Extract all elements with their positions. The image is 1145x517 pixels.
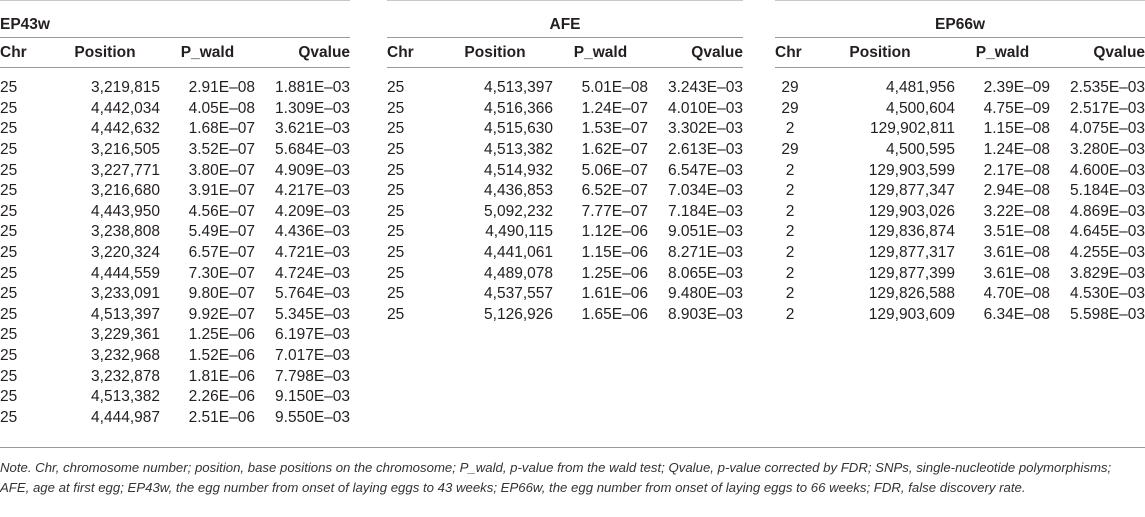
- cell-p-wald: 4.56E–07: [188, 202, 255, 220]
- table-row: [775, 99, 1145, 120]
- cell-chr: 25: [387, 182, 405, 200]
- cell-position: 3,233,091: [91, 285, 160, 303]
- table-title: AFE: [387, 1, 743, 38]
- cell-qvalue: 4.010E–03: [668, 99, 743, 117]
- cell-position: 3,232,968: [91, 347, 160, 365]
- cell-position: 3,216,505: [91, 141, 160, 159]
- table-footnote: Note. Chr, chromosome number; position, base positions on the chromosome; P_wald, p-value from the wald test; Qvalue, p-value corrected by FDR; SNPs, single-nucleotide polymorphisms; AFE, age at first egg; EP43w, the egg number from onset of laying eggs to 43 weeks; EP66w, the egg number from onset of laying eggs to 66 weeks; FDR, false discovery rate.: [0, 460, 1112, 495]
- spacer-cell: [775, 68, 1145, 79]
- table-row: [775, 181, 1145, 202]
- column-header-position: Position: [437, 38, 553, 68]
- cell-qvalue: 4.724E–03: [275, 264, 351, 282]
- column-header-qvalue: Qvalue: [1050, 38, 1145, 68]
- cell-qvalue: 4.721E–03: [275, 244, 351, 262]
- table-row: [0, 99, 350, 120]
- table-row: [387, 305, 743, 326]
- table-title: EP43w: [0, 1, 350, 38]
- cell-p-wald: 3.61E–08: [983, 264, 1050, 282]
- cell-qvalue: 3.621E–03: [275, 120, 351, 138]
- column-header-chr: Chr: [0, 38, 50, 68]
- cell-chr: 2: [785, 202, 795, 220]
- cell-p-wald: 5.49E–07: [188, 223, 255, 241]
- cell-chr: 25: [0, 305, 18, 323]
- cell-p-wald: 7.30E–07: [188, 264, 255, 282]
- cell-position: 3,219,815: [91, 79, 160, 97]
- column-header-position: Position: [805, 38, 955, 68]
- cell-qvalue: 4.209E–03: [275, 202, 351, 220]
- cell-p-wald: 4.05E–08: [188, 99, 255, 117]
- table-row: [0, 366, 350, 387]
- cell-qvalue: 8.271E–03: [668, 244, 743, 262]
- cell-p-wald: 1.15E–06: [581, 244, 648, 262]
- column-header-p-wald: P_wald: [553, 38, 648, 68]
- table-title: EP66w: [775, 1, 1145, 38]
- cell-qvalue: 7.017E–03: [275, 347, 351, 365]
- column-header-chr: Chr: [387, 38, 437, 68]
- cell-qvalue: 7.798E–03: [275, 367, 351, 385]
- cell-p-wald: 1.65E–06: [581, 305, 648, 323]
- spacer-row: [0, 68, 350, 79]
- table-row: [387, 181, 743, 202]
- cell-chr: 25: [0, 388, 18, 406]
- cell-qvalue: 8.903E–03: [668, 305, 743, 323]
- cell-chr: 25: [387, 141, 405, 159]
- cell-position: 129,877,317: [868, 244, 955, 262]
- cell-qvalue: 3.280E–03: [1070, 141, 1145, 159]
- cell-p-wald: 7.77E–07: [581, 202, 648, 220]
- table-ep43w: [0, 0, 350, 428]
- cell-p-wald: 2.94E–08: [983, 182, 1050, 200]
- cell-position: 129,903,609: [868, 305, 955, 323]
- cell-chr: 25: [0, 408, 18, 426]
- cell-position: 4,537,557: [484, 285, 553, 303]
- cell-position: 4,443,950: [91, 202, 160, 220]
- cell-p-wald: 1.62E–07: [581, 141, 648, 159]
- cell-position: 4,513,382: [91, 388, 160, 406]
- cell-p-wald: 3.52E–07: [188, 141, 255, 159]
- cell-position: 4,442,034: [91, 99, 160, 117]
- cell-position: 4,515,630: [484, 120, 553, 138]
- table-row: [775, 263, 1145, 284]
- cell-chr: 25: [0, 326, 18, 344]
- cell-position: 4,489,078: [484, 264, 553, 282]
- cell-qvalue: 2.535E–03: [1070, 79, 1145, 97]
- cell-chr: 25: [387, 223, 405, 241]
- cell-position: 4,436,853: [484, 182, 553, 200]
- cell-chr: 2: [785, 264, 795, 282]
- cell-p-wald: 2.39E–09: [983, 79, 1050, 97]
- table-row: [0, 408, 350, 429]
- cell-chr: 25: [387, 202, 405, 220]
- cell-p-wald: 6.34E–08: [983, 305, 1050, 323]
- table-row: [387, 99, 743, 120]
- table-row: [0, 305, 350, 326]
- spacer-row: [775, 68, 1145, 79]
- cell-qvalue: 7.184E–03: [668, 202, 743, 220]
- cell-chr: 2: [785, 244, 795, 262]
- cell-p-wald: 1.24E–08: [983, 141, 1050, 159]
- cell-chr: 25: [0, 202, 18, 220]
- cell-chr: 25: [387, 79, 405, 97]
- cell-position: 3,232,878: [91, 367, 160, 385]
- cell-position: 4,513,397: [484, 79, 553, 97]
- cell-p-wald: 3.22E–08: [983, 202, 1050, 220]
- cell-position: 4,441,061: [484, 244, 553, 262]
- column-header-qvalue: Qvalue: [648, 38, 743, 68]
- cell-qvalue: 9.550E–03: [275, 408, 351, 426]
- cell-qvalue: 5.345E–03: [275, 305, 351, 323]
- cell-qvalue: 5.184E–03: [1070, 182, 1145, 200]
- cell-p-wald: 1.52E–06: [188, 347, 255, 365]
- cell-chr: 2: [785, 161, 795, 179]
- cell-p-wald: 1.25E–06: [581, 264, 648, 282]
- cell-p-wald: 1.81E–06: [188, 367, 255, 385]
- table-row: [0, 346, 350, 367]
- cell-position: 3,238,808: [91, 223, 160, 241]
- table-row: [0, 387, 350, 408]
- cell-qvalue: 4.217E–03: [275, 182, 351, 200]
- spacer-row: [387, 68, 743, 79]
- cell-position: 4,514,932: [484, 161, 553, 179]
- table-row: [387, 140, 743, 161]
- cell-p-wald: 2.17E–08: [983, 161, 1050, 179]
- table-row: [775, 222, 1145, 243]
- cell-qvalue: 4.255E–03: [1070, 244, 1145, 262]
- cell-position: 4,500,595: [886, 141, 955, 159]
- cell-p-wald: 5.01E–08: [581, 79, 648, 97]
- cell-chr: 25: [0, 244, 18, 262]
- cell-qvalue: 4.909E–03: [275, 161, 351, 179]
- cell-chr: 2: [785, 182, 795, 200]
- table-row: [0, 325, 350, 346]
- table-row: [0, 119, 350, 140]
- cell-qvalue: 7.034E–03: [668, 182, 743, 200]
- cell-position: 129,877,347: [868, 182, 955, 200]
- cell-position: 4,490,115: [485, 223, 553, 241]
- cell-p-wald: 3.61E–08: [983, 244, 1050, 262]
- table-row: [387, 119, 743, 140]
- cell-chr: 25: [0, 223, 18, 241]
- column-header-p-wald: P_wald: [955, 38, 1050, 68]
- cell-chr: 25: [0, 120, 18, 138]
- cell-p-wald: 3.80E–07: [188, 161, 255, 179]
- cell-qvalue: 4.075E–03: [1070, 120, 1145, 138]
- table-row: [387, 202, 743, 223]
- table-row: [775, 119, 1145, 140]
- cell-position: 129,902,811: [869, 120, 955, 138]
- table-bottom-rule: [0, 447, 1145, 448]
- spacer-cell: [0, 68, 350, 79]
- cell-qvalue: 2.613E–03: [668, 141, 743, 159]
- table-row: [775, 160, 1145, 181]
- cell-p-wald: 1.12E–06: [581, 223, 648, 241]
- cell-position: 4,513,382: [484, 141, 553, 159]
- cell-position: 3,229,361: [91, 326, 160, 344]
- cell-p-wald: 1.25E–06: [188, 326, 255, 344]
- cell-p-wald: 2.26E–06: [188, 388, 255, 406]
- cell-position: 4,442,632: [91, 120, 160, 138]
- cell-qvalue: 9.480E–03: [668, 285, 743, 303]
- spacer-cell: [387, 68, 743, 79]
- cell-p-wald: 3.51E–08: [983, 223, 1050, 241]
- table-row: [0, 202, 350, 223]
- cell-position: 5,092,232: [484, 202, 553, 220]
- cell-qvalue: 6.547E–03: [668, 161, 743, 179]
- table-row: [775, 305, 1145, 326]
- cell-position: 4,513,397: [91, 305, 160, 323]
- cell-chr: 25: [0, 347, 18, 365]
- cell-qvalue: 8.065E–03: [668, 264, 743, 282]
- cell-chr: 25: [0, 182, 18, 200]
- cell-chr: 25: [387, 244, 405, 262]
- cell-position: 129,903,599: [868, 161, 955, 179]
- cell-chr: 25: [0, 264, 18, 282]
- cell-qvalue: 5.598E–03: [1070, 305, 1145, 323]
- table-row: [387, 222, 743, 243]
- column-header-p-wald: P_wald: [160, 38, 255, 68]
- table-row: [0, 181, 350, 202]
- table-row: [387, 160, 743, 181]
- table-row: [0, 263, 350, 284]
- table-row: [387, 263, 743, 284]
- cell-p-wald: 2.91E–08: [188, 79, 255, 97]
- table-row: [775, 78, 1145, 99]
- column-header-chr: Chr: [775, 38, 805, 68]
- cell-p-wald: 2.51E–06: [188, 408, 255, 426]
- cell-p-wald: 1.68E–07: [188, 120, 255, 138]
- cell-qvalue: 1.309E–03: [275, 99, 351, 117]
- cell-chr: 2: [785, 285, 795, 303]
- cell-chr: 25: [0, 79, 18, 97]
- cell-p-wald: 4.70E–08: [983, 285, 1050, 303]
- cell-qvalue: 4.530E–03: [1070, 285, 1145, 303]
- cell-p-wald: 1.53E–07: [581, 120, 648, 138]
- cell-position: 4,444,987: [91, 408, 160, 426]
- table-row: [0, 284, 350, 305]
- cell-chr: 25: [387, 264, 405, 282]
- column-header-qvalue: Qvalue: [255, 38, 350, 68]
- column-header-position: Position: [50, 38, 160, 68]
- cell-qvalue: 1.881E–03: [275, 79, 351, 97]
- cell-qvalue: 4.645E–03: [1070, 223, 1145, 241]
- cell-position: 129,903,026: [868, 202, 955, 220]
- cell-chr: 25: [387, 99, 405, 117]
- table-ep66w: [775, 0, 1145, 325]
- cell-p-wald: 1.61E–06: [581, 285, 648, 303]
- table-row: [387, 243, 743, 264]
- cell-qvalue: 3.829E–03: [1070, 264, 1145, 282]
- cell-p-wald: 4.75E–09: [983, 99, 1050, 117]
- cell-position: 3,227,771: [91, 161, 160, 179]
- table-row: [0, 222, 350, 243]
- cell-p-wald: 5.06E–07: [581, 161, 648, 179]
- cell-p-wald: 1.15E–08: [983, 120, 1050, 138]
- cell-position: 4,444,559: [91, 264, 160, 282]
- cell-chr: 29: [781, 79, 799, 97]
- cell-chr: 25: [387, 161, 405, 179]
- cell-p-wald: 9.92E–07: [188, 305, 255, 323]
- table-row: [0, 140, 350, 161]
- cell-qvalue: 9.150E–03: [275, 388, 351, 406]
- cell-position: 4,500,604: [886, 99, 955, 117]
- table-row: [775, 243, 1145, 264]
- cell-qvalue: 9.051E–03: [668, 223, 743, 241]
- cell-chr: 25: [0, 367, 18, 385]
- cell-qvalue: 4.436E–03: [275, 223, 351, 241]
- cell-p-wald: 6.57E–07: [188, 244, 255, 262]
- cell-position: 129,836,874: [868, 223, 955, 241]
- table-row: [775, 202, 1145, 223]
- cell-position: 129,826,588: [868, 285, 955, 303]
- cell-position: 4,516,366: [484, 99, 553, 117]
- cell-chr: 29: [781, 99, 799, 117]
- cell-qvalue: 5.764E–03: [275, 285, 351, 303]
- cell-chr: 25: [387, 305, 405, 323]
- cell-position: 5,126,926: [484, 305, 553, 323]
- cell-position: 3,216,680: [91, 182, 160, 200]
- cell-qvalue: 2.517E–03: [1070, 99, 1145, 117]
- table-row: [0, 160, 350, 181]
- table-afe: [387, 0, 743, 325]
- table-row: [387, 78, 743, 99]
- cell-qvalue: 5.684E–03: [275, 141, 351, 159]
- cell-position: 3,220,324: [91, 244, 160, 262]
- cell-chr: 2: [785, 120, 795, 138]
- cell-p-wald: 1.24E–07: [581, 99, 648, 117]
- cell-chr: 29: [781, 141, 799, 159]
- cell-chr: 25: [387, 120, 405, 138]
- table-row: [0, 78, 350, 99]
- cell-p-wald: 6.52E–07: [581, 182, 648, 200]
- cell-chr: 25: [387, 285, 405, 303]
- table-row: [0, 243, 350, 264]
- table-row: [775, 284, 1145, 305]
- cell-chr: 2: [785, 223, 795, 241]
- cell-chr: 25: [0, 99, 18, 117]
- cell-position: 4,481,956: [886, 79, 955, 97]
- cell-chr: 25: [0, 161, 18, 179]
- cell-p-wald: 9.80E–07: [188, 285, 255, 303]
- cell-qvalue: 3.302E–03: [668, 120, 743, 138]
- cell-qvalue: 6.197E–03: [275, 326, 351, 344]
- cell-p-wald: 3.91E–07: [188, 182, 255, 200]
- cell-qvalue: 4.869E–03: [1070, 202, 1145, 220]
- table-row: [387, 284, 743, 305]
- cell-qvalue: 4.600E–03: [1070, 161, 1145, 179]
- cell-chr: 2: [785, 305, 795, 323]
- cell-chr: 25: [0, 285, 18, 303]
- cell-chr: 25: [0, 141, 18, 159]
- cell-qvalue: 3.243E–03: [668, 79, 743, 97]
- cell-position: 129,877,399: [868, 264, 955, 282]
- table-row: [775, 140, 1145, 161]
